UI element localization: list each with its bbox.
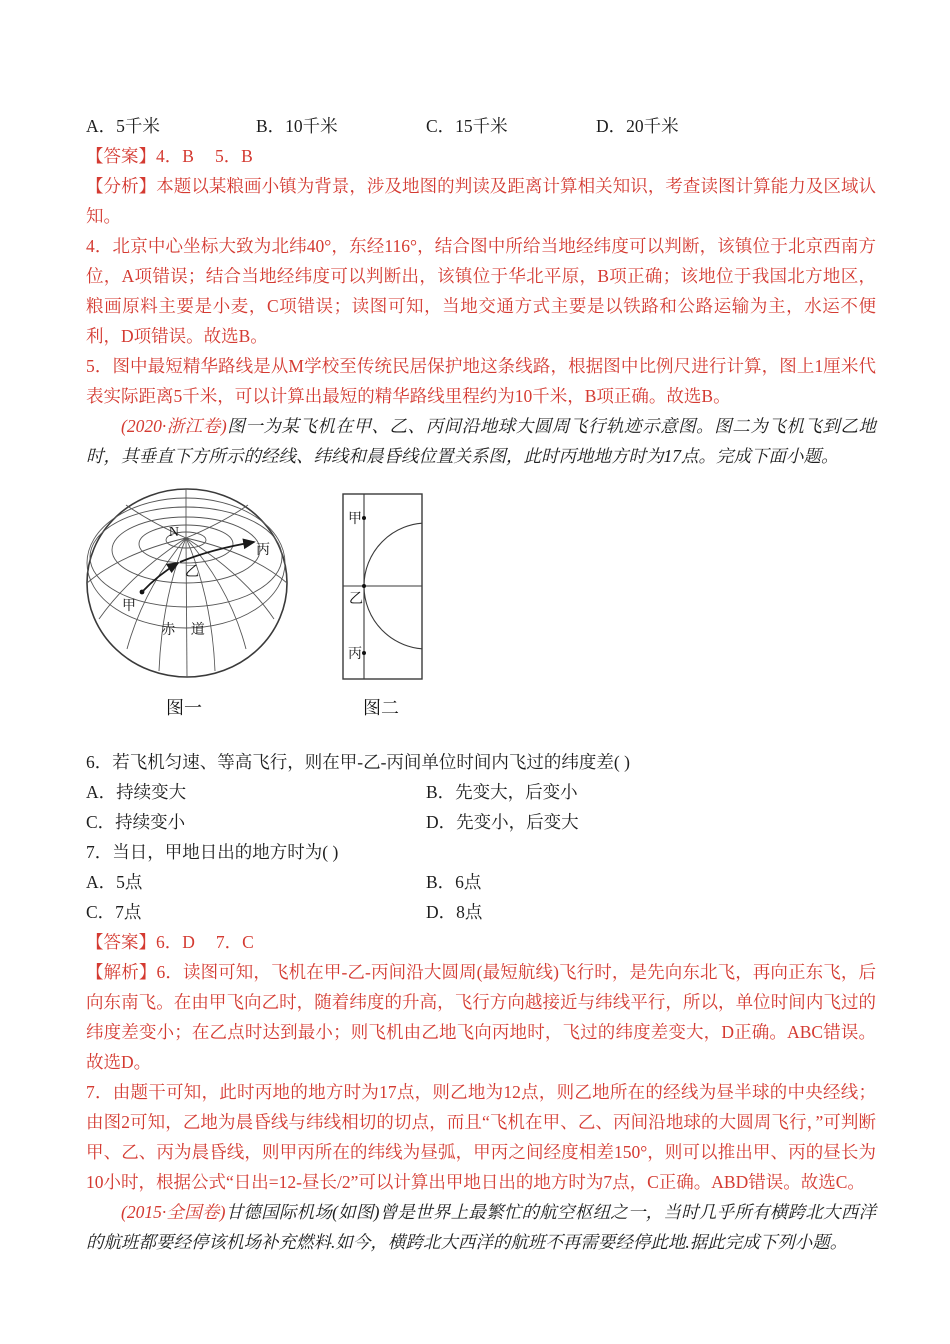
intro-2020-zhejiang [86, 411, 876, 471]
q7-option-a: A．5点 [86, 872, 143, 892]
option-c: C．15千米 [426, 116, 508, 136]
answer-label: 【答案】 [86, 146, 156, 166]
jia-label: 甲 [122, 599, 136, 614]
explanation-6 [86, 957, 876, 1077]
analysis-text: 本题以某粮画小镇为背景，涉及地图的判读及距离计算相关知识，考查读图计算能力及区域认知。 [86, 176, 877, 226]
bing-label: 丙 [256, 543, 270, 558]
q6-stem: 6．若飞机匀速、等高飞行，则在甲-乙-丙间单位时间内飞过的纬度差( ) [86, 752, 630, 772]
bing-label: 丙 [348, 647, 362, 662]
q6-options-cd [86, 807, 876, 837]
option-b: B．10千米 [256, 116, 338, 136]
figures-block [86, 471, 876, 747]
figure1-caption: 图一 [166, 698, 202, 718]
intro-2015-quanguo [86, 1197, 876, 1257]
exam-source-tag: (2015·全国卷) [121, 1202, 226, 1222]
exam-source-tag: (2020·浙江卷) [121, 416, 227, 436]
q6-option-d: D．先变小，后变大 [426, 812, 579, 832]
yi-label: 乙 [349, 592, 363, 607]
q6-option-c: C．持续变小 [86, 812, 186, 832]
answer-line-67 [86, 927, 876, 957]
q6-option-b: B．先变大，后变小 [426, 782, 578, 802]
q7-option-c: C．7点 [86, 902, 142, 922]
answer-label: 【答案】 [86, 932, 156, 952]
q7-stem: 7．当日，甲地日出的地方时为( ) [86, 842, 339, 862]
analysis-label: 【分析】 [86, 176, 157, 196]
answer-line-45 [86, 141, 876, 171]
explanation-4: 4．北京中心坐标大致为北纬40°，东经116°，结合图中所给当地经纬度可以判断，该镇位于北京西南方位，A项错误；结合当地经纬度可以判断出，该镇位于华北平原，B项正确；该地位于我国北方地区，粮画原料主要是小麦，C项错误；读图可知，当地交通方式主要是以铁路和公路运输为主，水运不便利，D项错误。故选B。 [86, 236, 876, 346]
intro-text: 图一为某飞机在甲、乙、丙间沿地球大圆周飞行轨迹示意图。图二为飞机飞到乙地时，其垂直下方所示的经线、纬线和晨昏线位置关系图，此时丙地地方时为17点。完成下面小题。 [86, 416, 877, 466]
analysis-45 [86, 171, 876, 231]
north-pole-label: N [168, 525, 179, 540]
answer-6: 6．D [156, 932, 195, 952]
q6-options-ab [86, 777, 876, 807]
option-d: D．20千米 [596, 116, 679, 136]
explanation-5: 5．图中最短精华路线是从M学校至传统民居保护地这条线路，根据图中比例尺进行计算，图上1厘米代表实际距离5千米，可以计算出最短的精华路线里程约为10千米，B项正确。故选B。 [86, 356, 876, 406]
explain-6-text: 6．读图可知，飞机在甲-乙-丙间沿大圆周(最短航线)飞行时，是先向东北飞，再向正东飞，后向东南飞。在由甲飞向乙时，随着纬度的升高，飞行方向越接近与纬线平行，所以，单位时间内飞过的纬度差变小；在乙点时达到最小；则飞机由乙地飞向丙地时，飞过的纬度差变大，D正确。ABC错误。故选D。 [86, 962, 877, 1072]
answer-5: 5．B [214, 146, 253, 166]
jia-label: 甲 [348, 512, 362, 527]
intro-text: 甘德国际机场(如图)曾是世界上最繁忙的航空枢纽之一，当时几乎所有横跨北大西洋的航班都要经停该机场补充燃料.如今，横跨北大西洋的航班不再需要经停此地.据此完成下列小题。 [86, 1202, 876, 1252]
explanation-7: 7．由题干可知，此时丙地的地方时为17点，则乙地为12点，则乙地所在的经线为昼半球的中央经线；由图2可知，乙地为晨昏线与纬线相切的切点，而且“飞机在甲、乙、丙间沿地球的大圆周飞行，”可判断甲、乙、丙为晨昏线，则甲丙所在的纬线为昼弧，甲丙之间经度相差150°，则可以推出甲、丙的昼长为10小时，根据公式“日出=12-昼长/2”可以计算出甲地日出的地方时为7点，C正确。ABD错误。故选C。 [86, 1082, 877, 1192]
answer-4: 4．B [156, 146, 194, 166]
terminator-figure [336, 487, 436, 687]
jia-dot [362, 516, 366, 520]
explain-label: 【解析】 [86, 962, 157, 982]
q7-option-b: B．6点 [426, 872, 482, 892]
q7-option-d: D．8点 [426, 902, 483, 922]
q7-options-ab [86, 867, 876, 897]
answer-7: 7．C [215, 932, 254, 952]
option-a: A．5千米 [86, 116, 160, 136]
q7-options-cd [86, 897, 876, 927]
q5-options-row [86, 111, 876, 141]
yi-dot [362, 584, 366, 588]
bing-dot [362, 651, 366, 655]
q6-option-a: A．持续变大 [86, 782, 187, 802]
globe-figure [82, 483, 292, 683]
equator-label: 赤 道 [161, 623, 211, 638]
flight-path-yi-bing [180, 542, 254, 562]
yi-label: 乙 [185, 565, 199, 580]
figure2-caption: 图二 [363, 698, 399, 718]
